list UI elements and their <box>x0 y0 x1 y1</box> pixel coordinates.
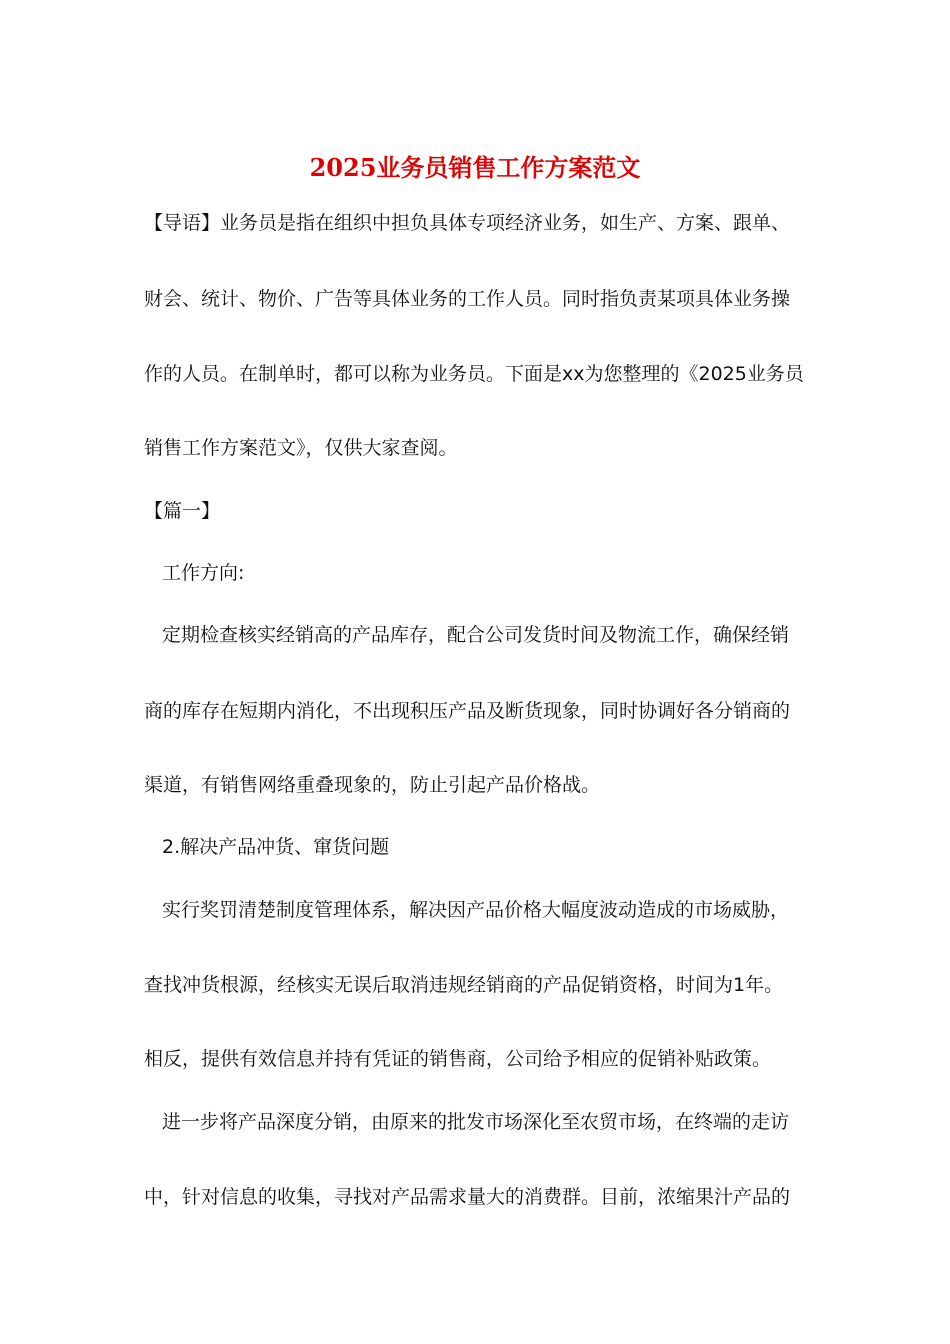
paragraph-line: 商的库存在短期内消化，不出现积压产品及断货现象，同时协调好各分销商的 <box>144 700 791 722</box>
paragraph-line: 相反，提供有效信息并持有凭证的销售商，公司给予相应的促销补贴政策。 <box>144 1048 772 1070</box>
subheading-item-2: 2.解决产品冲货、窜货问题 <box>162 836 390 858</box>
paragraph-line: 实行奖罚清楚制度管理体系，解决因产品价格大幅度波动造成的市场威胁， <box>162 899 790 921</box>
intro-line-1: 【导语】业务员是指在组织中担负具体专项经济业务，如生产、方案、跟单、 <box>144 212 791 234</box>
paragraph-line: 中，针对信息的收集，寻找对产品需求量大的消费群。目前，浓缩果汁产品的 <box>144 1186 791 1208</box>
section-heading: 【篇一】 <box>144 500 221 522</box>
paragraph-line: 查找冲货根源，经核实无误后取消违规经销商的产品促销资格，时间为1年。 <box>144 974 784 996</box>
document-title: 2025业务员销售工作方案范文 <box>309 153 641 182</box>
intro-line-2: 财会、统计、物价、广告等具体业务的工作人员。同时指负责某项具体业务操 <box>144 288 791 310</box>
paragraph-line: 定期检查核实经销高的产品库存，配合公司发货时间及物流工作，确保经销 <box>162 624 790 646</box>
subheading-work-direction: 工作方向: <box>162 562 245 584</box>
paragraph-line: 渠道，有销售网络重叠现象的，防止引起产品价格战。 <box>144 774 601 796</box>
intro-line-4: 销售工作方案范文》，仅供大家查阅。 <box>144 437 458 459</box>
paragraph-line: 进一步将产品深度分销，由原来的批发市场深化至农贸市场，在终端的走访 <box>162 1111 790 1133</box>
intro-line-3: 作的人员。在制单时，都可以称为业务员。下面是xx为您整理的《2025业务员 <box>144 363 804 385</box>
